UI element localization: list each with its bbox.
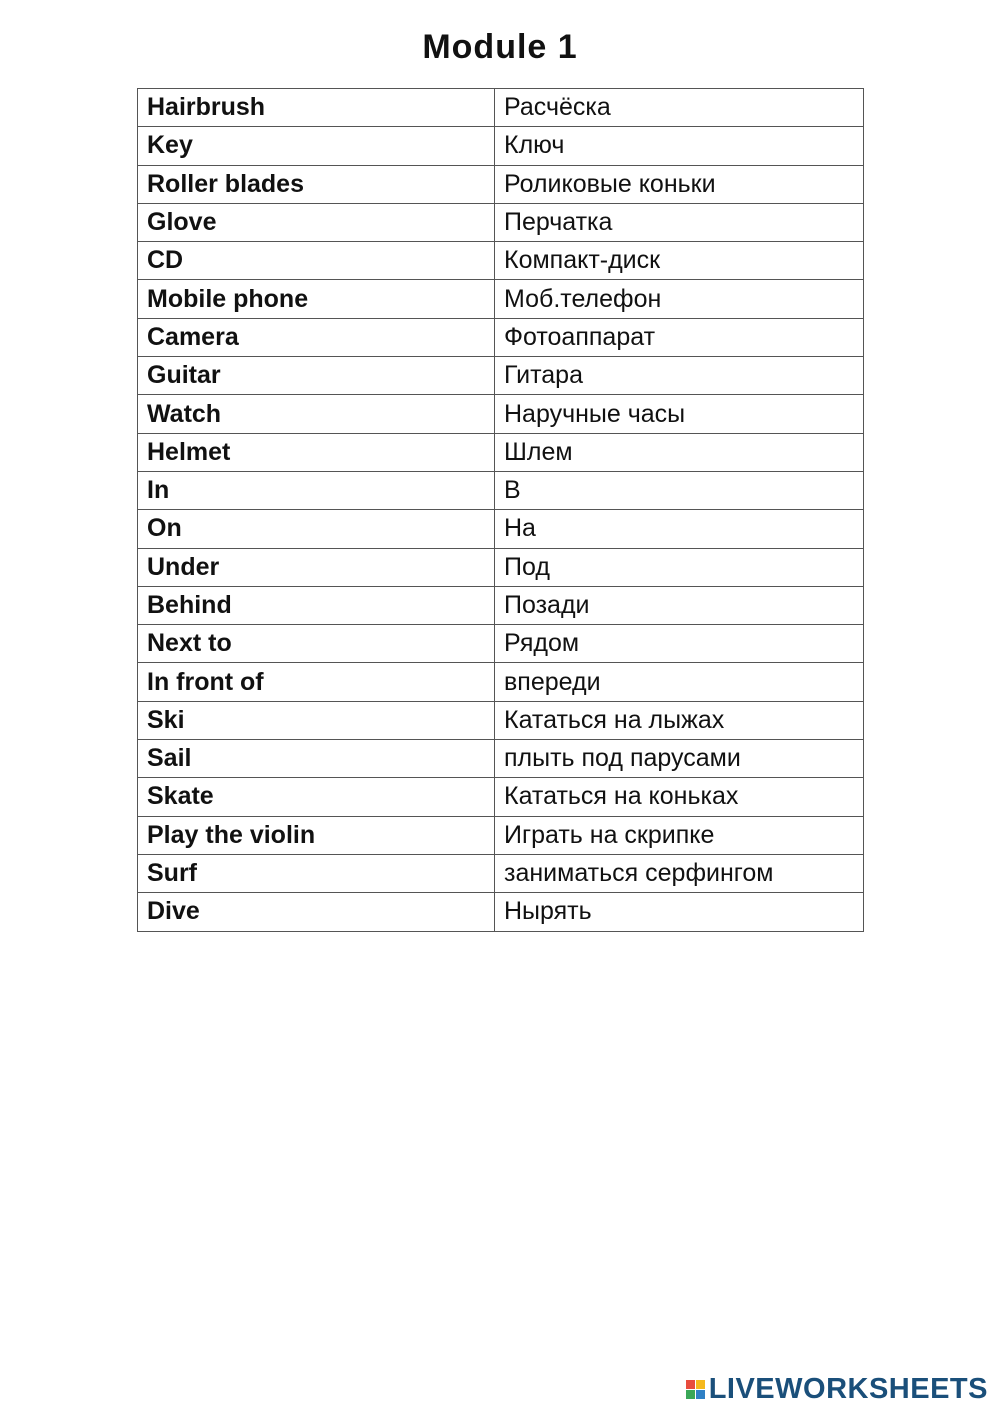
russian-translation-cell: Шлем: [495, 433, 864, 471]
english-word-cell: In: [138, 471, 495, 509]
russian-translation-cell: Под: [495, 548, 864, 586]
russian-translation-cell: Нырять: [495, 893, 864, 931]
logo-square-red: [686, 1380, 695, 1389]
russian-translation-cell: На: [495, 510, 864, 548]
liveworksheets-brand[interactable]: [686, 1373, 988, 1406]
table-row: [138, 893, 864, 931]
logo-square-yellow: [696, 1380, 705, 1389]
table-row: [138, 318, 864, 356]
english-word-cell: Sail: [138, 740, 495, 778]
table-row: [138, 165, 864, 203]
english-word-cell: Glove: [138, 203, 495, 241]
russian-translation-cell: В: [495, 471, 864, 509]
table-row: [138, 510, 864, 548]
russian-translation-cell: плыть под парусами: [495, 740, 864, 778]
table-row: [138, 203, 864, 241]
table-row: [138, 357, 864, 395]
russian-translation-cell: Играть на скрипке: [495, 816, 864, 854]
english-word-cell: Play the violin: [138, 816, 495, 854]
liveworksheets-logo-icon: [686, 1380, 705, 1399]
english-word-cell: Camera: [138, 318, 495, 356]
english-word-cell: Watch: [138, 395, 495, 433]
russian-translation-cell: Моб.телефон: [495, 280, 864, 318]
russian-translation-cell: Наручные часы: [495, 395, 864, 433]
english-word-cell: In front of: [138, 663, 495, 701]
table-row: [138, 740, 864, 778]
table-row: [138, 816, 864, 854]
english-word-cell: Ski: [138, 701, 495, 739]
english-word-cell: On: [138, 510, 495, 548]
table-row: [138, 778, 864, 816]
russian-translation-cell: Кататься на лыжах: [495, 701, 864, 739]
table-row: [138, 625, 864, 663]
english-word-cell: Helmet: [138, 433, 495, 471]
russian-translation-cell: Роликовые коньки: [495, 165, 864, 203]
russian-translation-cell: Кататься на коньках: [495, 778, 864, 816]
english-word-cell: Roller blades: [138, 165, 495, 203]
english-word-cell: Surf: [138, 854, 495, 892]
vocabulary-table: [137, 88, 864, 932]
table-row: [138, 89, 864, 127]
russian-translation-cell: Расчёска: [495, 89, 864, 127]
english-word-cell: Hairbrush: [138, 89, 495, 127]
english-word-cell: CD: [138, 242, 495, 280]
logo-square-blue: [696, 1390, 705, 1399]
vocabulary-table-body: [138, 89, 864, 932]
russian-translation-cell: Гитара: [495, 357, 864, 395]
table-row: [138, 471, 864, 509]
page-title: Module 1: [422, 28, 578, 66]
russian-translation-cell: Компакт-диск: [495, 242, 864, 280]
english-word-cell: Behind: [138, 586, 495, 624]
table-row: [138, 586, 864, 624]
table-row: [138, 433, 864, 471]
table-row: [138, 127, 864, 165]
table-row: [138, 663, 864, 701]
table-row: [138, 854, 864, 892]
russian-translation-cell: Ключ: [495, 127, 864, 165]
english-word-cell: Key: [138, 127, 495, 165]
english-word-cell: Dive: [138, 893, 495, 931]
russian-translation-cell: Рядом: [495, 625, 864, 663]
brand-name: LIVEWORKSHEETS: [708, 1373, 988, 1405]
table-row: [138, 395, 864, 433]
logo-square-green: [686, 1390, 695, 1399]
russian-translation-cell: впереди: [495, 663, 864, 701]
english-word-cell: Skate: [138, 778, 495, 816]
english-word-cell: Guitar: [138, 357, 495, 395]
english-word-cell: Next to: [138, 625, 495, 663]
english-word-cell: Under: [138, 548, 495, 586]
table-row: [138, 701, 864, 739]
russian-translation-cell: Позади: [495, 586, 864, 624]
russian-translation-cell: Перчатка: [495, 203, 864, 241]
table-row: [138, 548, 864, 586]
russian-translation-cell: Фотоаппарат: [495, 318, 864, 356]
english-word-cell: Mobile phone: [138, 280, 495, 318]
russian-translation-cell: заниматься серфингом: [495, 854, 864, 892]
table-row: [138, 280, 864, 318]
table-row: [138, 242, 864, 280]
